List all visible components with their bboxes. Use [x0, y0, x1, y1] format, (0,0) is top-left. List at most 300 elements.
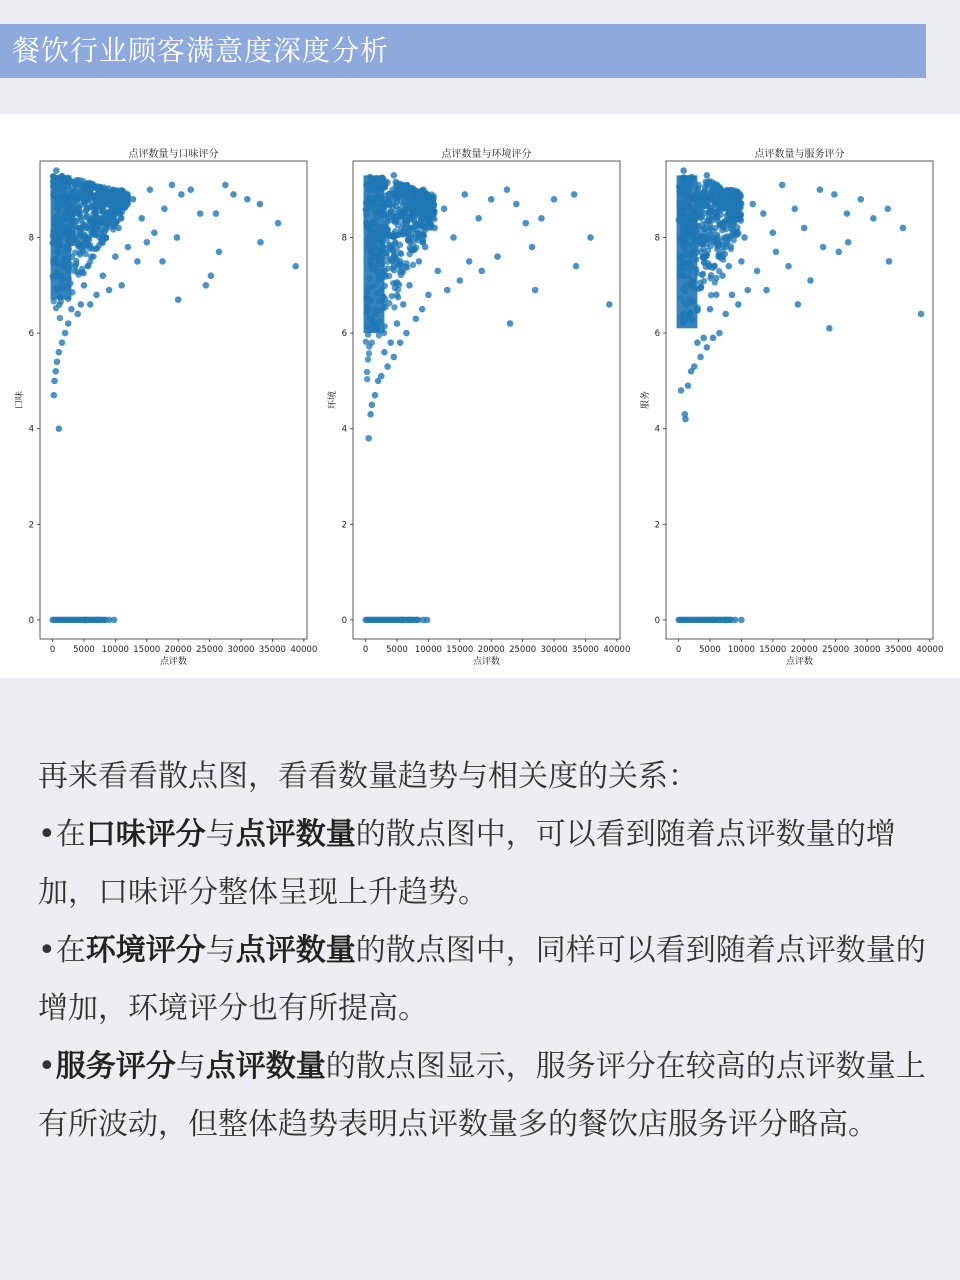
data-point [726, 263, 733, 270]
data-point [275, 220, 282, 227]
data-point [216, 249, 223, 256]
data-point [93, 292, 100, 299]
data-point [94, 245, 100, 251]
keyword-taste: 口味评分 [85, 817, 206, 852]
data-point [80, 270, 86, 276]
chart-title: 点评数量与服务评分 [754, 149, 845, 160]
scatter-chart-1 [13, 147, 317, 667]
text-span: 的散点图中，同样可以看到随着点评数量的增加，环境评分也有所提高。 [38, 933, 926, 1026]
data-point [738, 617, 745, 624]
data-point [292, 263, 299, 270]
data-point [721, 218, 727, 224]
x-tick-label: 40000 [290, 645, 318, 655]
data-point [807, 277, 814, 284]
data-point [398, 272, 404, 278]
data-point [732, 229, 739, 236]
data-point [728, 246, 734, 252]
data-point [363, 339, 369, 345]
data-point [831, 191, 838, 198]
data-point [110, 206, 117, 213]
data-point [125, 244, 132, 251]
x-tick-label: 30000 [853, 645, 881, 655]
y-tick-label: 6 [654, 329, 660, 340]
data-point [717, 212, 723, 218]
y-tick-label: 8 [341, 233, 347, 244]
data-point [721, 234, 727, 240]
text-span: 的散点图显示，服务评分在较高的点评数量上有所波动，但整体趋势表明点评数量多的餐饮店服务评分略高。 [38, 1049, 926, 1142]
x-axis-label: 点评数 [159, 657, 188, 667]
y-tick-label: 6 [28, 329, 34, 340]
data-point [369, 401, 376, 408]
data-point [391, 304, 397, 310]
data-point [187, 186, 194, 193]
data-point [391, 172, 398, 179]
data-point [56, 425, 63, 432]
y-tick-label: 4 [654, 424, 660, 435]
data-point [708, 205, 714, 211]
data-point [100, 272, 107, 279]
data-point [707, 306, 714, 313]
x-tick-label: 35000 [884, 645, 912, 655]
data-point [151, 229, 158, 236]
data-point [130, 196, 137, 203]
data-point [402, 263, 408, 269]
data-point [68, 306, 75, 313]
data-point [466, 258, 473, 265]
data-point [735, 301, 742, 308]
data-point [475, 215, 482, 222]
data-point [425, 203, 431, 209]
data-point [53, 167, 60, 174]
data-point [697, 354, 704, 361]
data-point [504, 186, 511, 193]
data-point [551, 196, 558, 203]
data-point [702, 184, 708, 190]
data-point [402, 190, 408, 196]
dense-core [677, 175, 698, 328]
x-tick-label: 25000 [196, 645, 224, 655]
data-point [462, 191, 469, 198]
dense-core [364, 175, 385, 333]
data-point [413, 213, 419, 219]
data-point [169, 182, 176, 189]
data-point [426, 216, 432, 222]
data-point [386, 273, 392, 279]
text-span: 与 [175, 1049, 206, 1084]
data-point [257, 201, 264, 208]
data-point [680, 167, 687, 174]
data-point [403, 330, 410, 337]
data-point [397, 242, 403, 248]
data-point [366, 350, 372, 356]
x-tick-label: 0 [49, 645, 56, 655]
data-point [422, 244, 429, 251]
data-point [785, 263, 792, 270]
data-point [513, 201, 520, 208]
data-point [408, 226, 414, 232]
x-axis-label: 点评数 [785, 657, 814, 667]
data-point [710, 335, 717, 342]
data-point [835, 249, 842, 256]
x-tick-label: 25000 [509, 645, 537, 655]
data-point [741, 234, 748, 241]
data-point [77, 249, 83, 255]
data-point [400, 301, 407, 308]
data-point [175, 296, 182, 303]
data-point [51, 378, 58, 385]
x-tick-label: 30000 [540, 645, 568, 655]
data-point [81, 282, 88, 289]
data-point [174, 234, 181, 241]
data-point [81, 192, 87, 198]
data-point [75, 243, 81, 249]
data-point [203, 282, 210, 289]
x-tick-label: 35000 [258, 645, 286, 655]
data-point [82, 251, 88, 257]
data-point [688, 368, 695, 375]
data-point [457, 277, 464, 284]
data-point [820, 244, 827, 251]
data-point [420, 231, 426, 237]
page-title: 餐饮行业顾客满意度深度分析 [0, 24, 926, 78]
data-point [754, 268, 761, 275]
data-point [444, 287, 451, 294]
data-point [918, 311, 925, 318]
data-point [701, 278, 707, 284]
data-point [386, 300, 392, 306]
data-point [100, 209, 106, 215]
data-point [197, 210, 204, 217]
data-point [760, 210, 767, 217]
data-point [702, 263, 708, 269]
data-point [538, 215, 545, 222]
scatter-chart-3 [639, 147, 943, 667]
data-point [213, 210, 220, 217]
x-tick-label: 15000 [133, 645, 161, 655]
data-point [682, 416, 689, 423]
bullet-mark: • [38, 933, 56, 968]
text-span: 与 [205, 933, 236, 968]
data-point [118, 215, 124, 221]
data-point [84, 263, 90, 269]
x-tick-label: 5000 [73, 645, 95, 655]
data-point [791, 206, 798, 213]
data-point [383, 237, 389, 243]
data-point [703, 253, 709, 259]
y-tick-label: 0 [28, 615, 34, 626]
data-point [424, 617, 431, 624]
data-point [738, 258, 745, 265]
data-point [801, 225, 808, 232]
data-point [147, 186, 154, 193]
data-point [222, 182, 229, 189]
keyword-review-count: 点评数量 [235, 933, 356, 968]
data-point [395, 212, 401, 218]
data-point [381, 349, 388, 356]
data-point [394, 320, 401, 327]
data-point [710, 617, 717, 624]
data-point [388, 255, 394, 261]
data-point [112, 253, 119, 260]
data-point [587, 234, 594, 241]
data-point [103, 234, 110, 241]
data-point [122, 204, 128, 210]
x-tick-label: 40000 [603, 645, 631, 655]
y-tick-label: 4 [341, 424, 347, 435]
data-point [749, 201, 756, 208]
data-point [450, 234, 457, 241]
data-point [441, 206, 448, 213]
y-tick-label: 0 [654, 615, 660, 626]
data-point [713, 292, 720, 299]
data-point [685, 382, 692, 389]
data-point [494, 253, 501, 260]
data-point [733, 197, 739, 203]
data-point [394, 279, 400, 285]
y-axis-label: 口味 [15, 390, 25, 410]
data-point [111, 617, 118, 624]
data-point [711, 263, 717, 269]
data-point [123, 198, 129, 204]
x-tick-label: 10000 [727, 645, 755, 655]
y-tick-label: 8 [28, 233, 34, 244]
data-point [421, 224, 427, 230]
data-point [384, 363, 391, 370]
data-point [159, 258, 166, 265]
data-point [87, 301, 94, 308]
text-span: 在 [55, 817, 86, 852]
data-point [744, 287, 751, 294]
data-point [395, 286, 401, 292]
data-point [884, 206, 891, 213]
data-point [71, 268, 78, 275]
x-tick-label: 0 [675, 645, 682, 655]
data-point [573, 263, 580, 270]
data-point [51, 392, 58, 399]
data-point [134, 258, 141, 265]
y-axis-label: 服务 [641, 390, 651, 410]
data-point [720, 243, 726, 249]
data-point [115, 225, 122, 232]
data-point [230, 191, 237, 198]
scatter-charts [0, 114, 960, 678]
data-point [389, 293, 395, 299]
data-point [419, 306, 426, 313]
x-tick-label: 40000 [916, 645, 944, 655]
y-tick-label: 2 [341, 520, 347, 531]
data-point [720, 256, 726, 262]
data-point [532, 287, 539, 294]
data-point [763, 287, 770, 294]
data-point [845, 239, 852, 246]
data-point [571, 191, 578, 198]
data-point [727, 234, 733, 240]
data-point [702, 197, 708, 203]
x-tick-label: 15000 [759, 645, 787, 655]
x-tick-label: 5000 [386, 645, 408, 655]
data-point [704, 172, 711, 179]
data-point [410, 262, 416, 268]
data-point [52, 368, 59, 375]
data-point [138, 215, 145, 222]
analysis-text [38, 748, 928, 1154]
intro-paragraph: 再来看看散点图，看看数量趋势与相关度的关系： [38, 759, 698, 794]
data-point [59, 339, 66, 346]
data-point [101, 184, 107, 190]
data-point [387, 339, 394, 346]
data-point [94, 617, 101, 624]
x-axis-label: 点评数 [472, 657, 501, 667]
data-point [826, 325, 833, 332]
data-point [700, 335, 707, 342]
y-tick-label: 0 [341, 615, 347, 626]
data-point [75, 190, 81, 196]
data-point [365, 356, 371, 362]
x-tick-label: 20000 [477, 645, 505, 655]
data-point [478, 268, 485, 275]
data-point [83, 241, 89, 247]
data-point [413, 194, 419, 200]
data-point [65, 320, 72, 327]
data-point [431, 225, 438, 232]
data-point [84, 225, 91, 232]
scatter-chart-2 [326, 147, 630, 667]
data-point [369, 339, 375, 345]
chart-title: 点评数量与环境评分 [441, 149, 532, 160]
y-tick-label: 2 [28, 520, 34, 531]
data-point [395, 207, 401, 213]
x-tick-label: 0 [362, 645, 369, 655]
dense-core [51, 175, 72, 299]
data-point [857, 196, 864, 203]
data-point [397, 339, 404, 346]
data-point [82, 234, 88, 240]
data-point [701, 225, 707, 231]
data-point [722, 311, 729, 318]
data-point [719, 272, 726, 279]
data-point [430, 210, 436, 216]
data-point [779, 182, 786, 189]
data-point [770, 229, 777, 236]
x-tick-label: 10000 [101, 645, 129, 655]
y-tick-label: 4 [28, 424, 34, 435]
data-point [375, 378, 382, 385]
keyword-review-count: 点评数量 [235, 817, 356, 852]
y-tick-label: 8 [654, 233, 660, 244]
bullet-mark: • [38, 817, 56, 852]
data-point [82, 617, 89, 624]
data-point [62, 330, 69, 337]
data-point [406, 617, 413, 624]
keyword-service: 服务评分 [55, 1049, 176, 1084]
data-point [817, 186, 824, 193]
data-point [102, 228, 108, 234]
data-point [78, 301, 85, 308]
data-point [376, 332, 382, 338]
text-span: 的散点图中，可以看到随着点评数量的增加，口味评分整体呈现上升趋势。 [38, 817, 896, 910]
data-point [734, 208, 740, 214]
data-point [488, 196, 495, 203]
keyword-environment: 环境评分 [85, 933, 206, 968]
data-point [729, 292, 736, 299]
data-point [397, 260, 403, 266]
bullet-taste [38, 806, 928, 922]
data-point [122, 191, 129, 198]
x-tick-label: 25000 [822, 645, 850, 655]
data-point [406, 282, 413, 289]
data-point [678, 387, 685, 394]
data-point [870, 215, 877, 222]
text-span: 在 [55, 933, 86, 968]
y-tick-label: 2 [654, 520, 660, 531]
data-point [54, 358, 61, 365]
data-point [732, 617, 739, 624]
data-point [735, 203, 741, 209]
data-point [391, 354, 398, 361]
data-point [244, 196, 251, 203]
data-point [399, 617, 406, 624]
data-point [413, 244, 419, 250]
data-point [606, 301, 613, 308]
data-point [425, 292, 432, 299]
data-point [773, 249, 780, 256]
bullet-service [38, 1038, 928, 1154]
data-point [413, 315, 420, 322]
data-point [144, 239, 151, 246]
data-point [529, 244, 536, 251]
data-point [74, 311, 81, 318]
data-point [57, 315, 63, 321]
data-point [722, 617, 729, 624]
data-point [365, 435, 372, 442]
data-point [395, 222, 401, 228]
data-point [844, 210, 851, 217]
data-point [795, 301, 802, 308]
data-point [118, 282, 125, 289]
chart-title: 点评数量与口味评分 [128, 149, 219, 160]
bullet-environment [38, 922, 928, 1038]
data-point [704, 344, 711, 351]
data-point [507, 320, 514, 327]
data-point [886, 258, 893, 265]
data-point [90, 253, 97, 260]
data-point [900, 225, 907, 232]
data-point [435, 268, 442, 275]
data-point [208, 272, 215, 279]
data-point [701, 210, 707, 216]
x-tick-label: 30000 [227, 645, 255, 655]
data-point [420, 186, 427, 193]
data-point [699, 272, 705, 278]
data-point [178, 191, 185, 198]
data-point [694, 339, 701, 346]
x-tick-label: 15000 [446, 645, 474, 655]
data-point [713, 275, 719, 281]
x-tick-label: 35000 [571, 645, 599, 655]
text-span: 与 [205, 817, 236, 852]
y-tick-label: 6 [341, 329, 347, 340]
data-point [390, 248, 396, 254]
bullet-mark: • [38, 1049, 56, 1084]
data-point [522, 220, 529, 227]
data-point [364, 369, 370, 375]
data-point [733, 192, 739, 198]
data-point [385, 226, 391, 232]
data-point [372, 392, 379, 399]
data-point [367, 411, 374, 418]
data-point [96, 215, 103, 222]
data-point [106, 287, 113, 294]
